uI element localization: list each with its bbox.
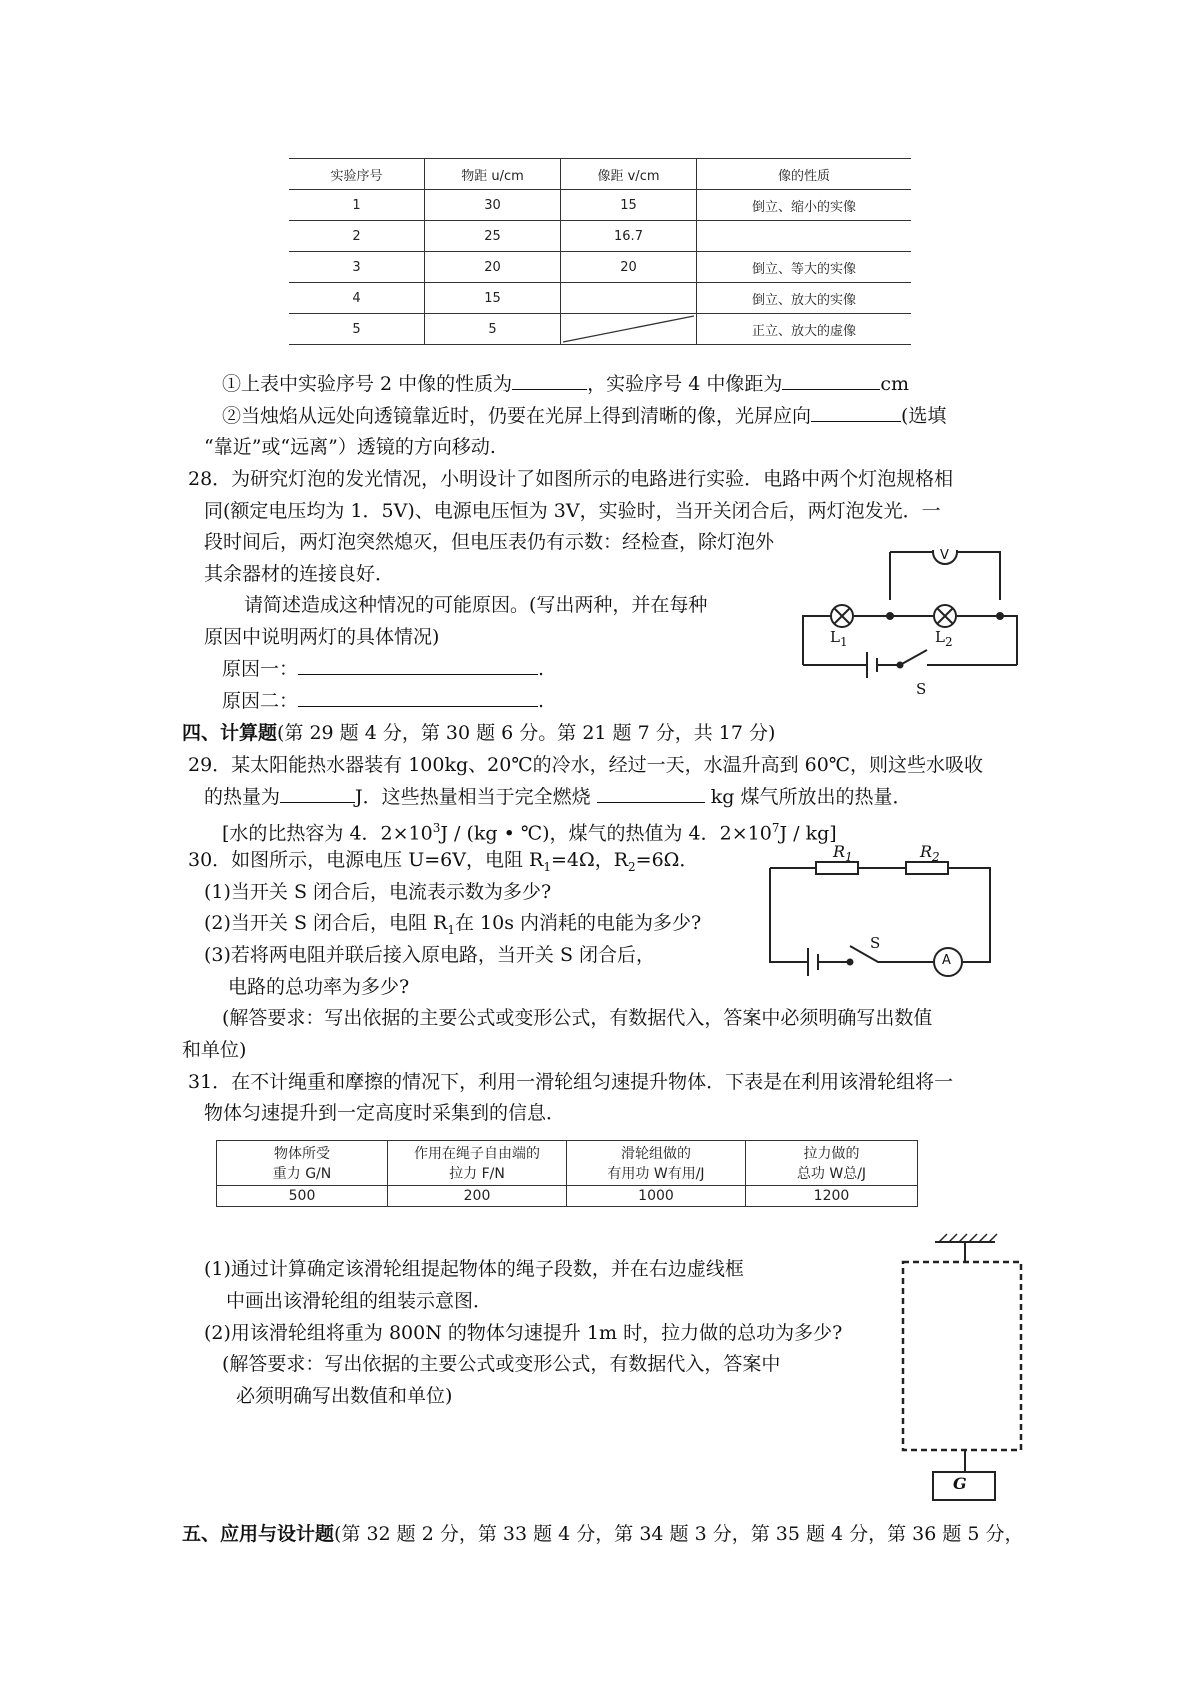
battery-icon (803, 652, 877, 678)
r2-label: $R_2$ (920, 842, 940, 865)
q31-line2: 物体匀速提升到一定高度时采集到的信息． (204, 1102, 566, 1124)
pulley-data-table (216, 1140, 918, 1207)
q28-reason2: 原因二： . (222, 690, 545, 712)
table-row (289, 314, 911, 345)
table-cell: 500 (217, 1186, 388, 1207)
battery-icon (808, 948, 818, 976)
table-cell: 倒立、放大的实像 (697, 283, 912, 314)
weight-label: G (953, 1474, 967, 1493)
q31-sub3a: (解答要求：写出依据的主要公式或变形公式，有数据代入，答案中 (222, 1353, 781, 1375)
dashed-frame (903, 1262, 1021, 1450)
q30-line6: (解答要求：写出依据的主要公式或变形公式，有数据代入，答案中必须明确写出数值 (222, 1007, 933, 1029)
q27-sub2-cont: “靠近”或“远离”）透镜的方向移动. (204, 436, 496, 458)
column-header: 像距 v/cm (561, 159, 697, 190)
table-cell: 4 (289, 283, 425, 314)
switch-label: S (870, 934, 881, 952)
table-row (217, 1186, 918, 1207)
section4-heading: 四、计算题(第 29 题 4 分，第 30 题 6 分。第 21 题 7 分，共 17 分) (182, 722, 776, 744)
voltmeter-label: V (940, 548, 949, 563)
q29-line2: 的热量为 J．这些热量相当于完全燃烧 kg 煤气所放出的热量． (204, 786, 912, 808)
table-cell: 正立、放大的虚像 (697, 314, 912, 345)
table-cell: 16.7 (561, 221, 697, 252)
q29-line1: 29．某太阳能热水器装有 100kg、20℃的冷水，经过一天，水温升高到 60℃，则这些水吸收 (188, 754, 984, 776)
q28-line4: 其余器材的连接良好． (204, 563, 395, 585)
q30-line1: 30．如图所示，电源电压 U=6V，电阻 $R_1=4\Omega$，$R_2=6\Omega$． (188, 849, 699, 874)
r1-label: $R_1$ (833, 842, 853, 865)
q28-reason1: 原因一： . (222, 658, 545, 680)
q30-line7: 和单位) (182, 1039, 247, 1061)
table-cell: 25 (425, 221, 561, 252)
table-cell: 15 (561, 190, 697, 221)
bulb-l1-label: $L_1$ (830, 628, 848, 649)
table-header-row (289, 159, 911, 190)
q31-line1: 31．在不计绳重和摩擦的情况下，利用一滑轮组匀速提升物体．下表是在利用该滑轮组将一 (188, 1071, 954, 1093)
table-row (289, 283, 911, 314)
column-header: 像的性质 (697, 159, 912, 190)
switch-icon (848, 960, 853, 965)
table-cell: 2 (289, 221, 425, 252)
table-cell: 倒立、缩小的实像 (697, 190, 912, 221)
table-row (289, 221, 911, 252)
ammeter-label: A (942, 953, 951, 968)
table-cell: 5 (289, 314, 425, 345)
answer-blank[interactable] (811, 403, 901, 422)
q30-circuit-diagram (768, 858, 998, 978)
answer-blank[interactable] (298, 656, 538, 675)
q31-sub2: (2)用该滑轮组将重为 800N 的物体匀速提升 1m 时，拉力做的总功为多少? (204, 1322, 843, 1344)
pulley-drawing-frame (895, 1232, 1035, 1502)
q29-line3: [水的比热容为 4．$2\times 10^3J / (kg$ • ℃)，煤气的热值为 4．$2\times 10^7J / kg$] (222, 821, 837, 845)
column-header: 拉力做的 总功 W总/J (746, 1141, 918, 1186)
table-cell: 倒立、等大的实像 (697, 252, 912, 283)
answer-blank[interactable] (512, 371, 587, 390)
table-row (289, 252, 911, 283)
column-header: 物体所受 重力 G/N (217, 1141, 388, 1186)
table-cell: 1000 (567, 1186, 746, 1207)
table-cell: 15 (425, 283, 561, 314)
table-cell: 3 (289, 252, 425, 283)
table-cell (697, 221, 912, 252)
q30-line2: (1)当开关 S 闭合后，电流表示数为多少? (204, 881, 552, 903)
q31-sub1b: 中画出该滑轮组的组装示意图． (226, 1290, 493, 1312)
column-header: 作用在绳子自由端的 拉力 F/N (388, 1141, 567, 1186)
q30-line5: 电路的总功率为多少? (228, 976, 410, 998)
q31-sub1a: (1)通过计算确定该滑轮组提起物体的绳子段数，并在右边虚线框 (204, 1258, 744, 1280)
answer-blank[interactable] (280, 784, 355, 803)
table-cell: 1200 (746, 1186, 918, 1207)
table-cell: 20 (425, 252, 561, 283)
q28-circuit-diagram (795, 550, 1035, 700)
answer-blank[interactable] (782, 371, 880, 390)
table-cell: 1 (289, 190, 425, 221)
answer-blank[interactable] (298, 688, 538, 707)
answer-blank[interactable] (597, 784, 705, 803)
column-header: 物距 u/cm (425, 159, 561, 190)
q28-line1: 28．为研究灯泡的发光情况，小明设计了如图所示的电路进行实验．电路中两个灯泡规格相 (188, 468, 954, 490)
table-cell: 30 (425, 190, 561, 221)
section5-heading: 五、应用与设计题(第 32 题 2 分，第 33 题 4 分，第 34 题 3 分，第 35 题 4 分，第 36 题 5 分， (182, 1523, 1024, 1545)
table-cell (561, 283, 697, 314)
lens-data-table (289, 158, 911, 345)
column-header: 实验序号 (289, 159, 425, 190)
table-cell (561, 314, 697, 345)
q28-line5: 请简述造成这种情况的可能原因。(写出两种，并在每种 (244, 594, 708, 616)
table-cell: 20 (561, 252, 697, 283)
table-row (289, 190, 911, 221)
q27-sub2: ②当烛焰从远处向透镜靠近时，仍要在光屏上得到清晰的像，光屏应向 (选填 (222, 405, 947, 427)
switch-label: S (916, 680, 927, 698)
q30-line4: (3)若将两电阻并联后接入原电路，当开关 S 闭合后， (204, 944, 656, 966)
q28-line2: 同(额定电压均为 1．5V)、电源电压恒为 3V，实验时，当开关闭合后，两灯泡发光．一 (204, 500, 941, 522)
q30-line3: (2)当开关 S 闭合后，电阻 $R_1$在 10s 内消耗的电能为多少? (204, 912, 702, 937)
diagonal-slash (561, 314, 696, 344)
q28-line3: 段时间后，两灯泡突然熄灭，但电压表仍有示数：经检查，除灯泡外 (204, 531, 775, 553)
table-cell: 5 (425, 314, 561, 345)
q28-line6: 原因中说明两灯的具体情况) (204, 626, 440, 648)
column-header: 滑轮组做的 有用功 W有用/J (567, 1141, 746, 1186)
q31-sub3b: 必须明确写出数值和单位) (236, 1385, 453, 1407)
table-header-row (217, 1141, 918, 1186)
bulb-l2-label: $L_2$ (935, 628, 953, 649)
q27-sub1: ①上表中实验序号 2 中像的性质为 ，实验序号 4 中像距为 cm (222, 373, 910, 395)
table-cell: 200 (388, 1186, 567, 1207)
